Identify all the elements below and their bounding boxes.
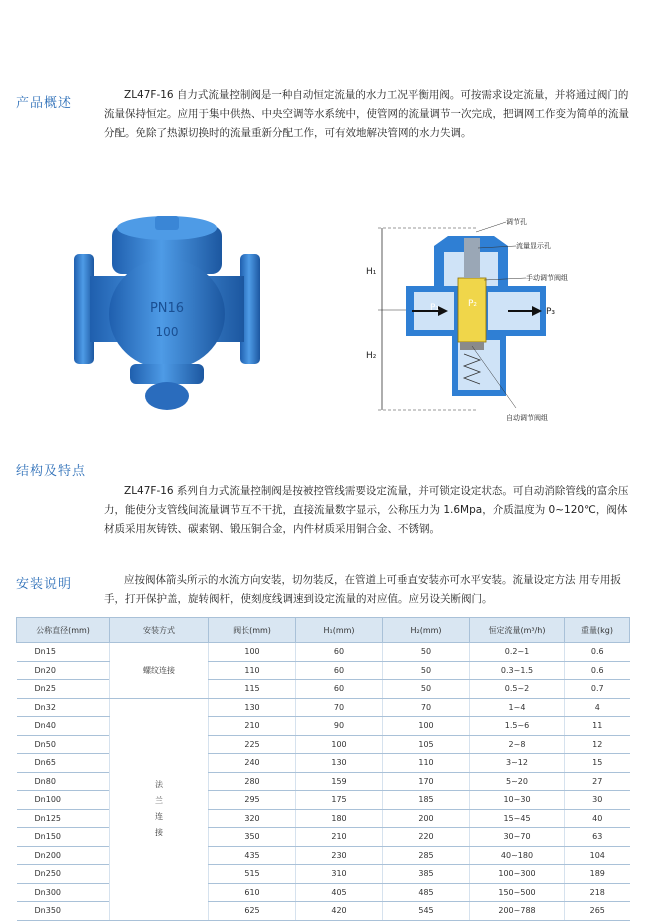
col-conn: 安装方式 xyxy=(110,618,209,643)
cell-dn: Dn65 xyxy=(17,754,110,773)
table-row xyxy=(17,772,630,791)
cell-dn: Dn40 xyxy=(17,717,110,736)
cell-flow: 0.2~1 xyxy=(470,643,565,662)
cell-flow: 1~4 xyxy=(470,698,565,717)
cell-h2: 105 xyxy=(383,735,470,754)
cell-weight: 265 xyxy=(565,902,630,921)
cell-h2: 100 xyxy=(383,717,470,736)
cell-length: 130 xyxy=(209,698,296,717)
cell-flow: 0.5~2 xyxy=(470,680,565,699)
cell-flow: 30~70 xyxy=(470,828,565,847)
cell-h1: 100 xyxy=(296,735,383,754)
casting-pn: PN16 xyxy=(149,301,185,316)
table-header-row xyxy=(17,618,630,643)
cell-weight: 0.7 xyxy=(565,680,630,699)
table-row xyxy=(17,643,630,662)
table-row xyxy=(17,865,630,884)
manual-group-label: 手动调节阀组 xyxy=(526,274,568,282)
cell-h1: 420 xyxy=(296,902,383,921)
col-length: 阀长(mm) xyxy=(209,618,296,643)
p1-label: P₁ xyxy=(430,303,440,313)
cell-h1: 90 xyxy=(296,717,383,736)
cell-weight: 218 xyxy=(565,883,630,902)
cell-h2: 385 xyxy=(383,865,470,884)
cell-dn: Dn250 xyxy=(17,865,110,884)
cell-dn: Dn15 xyxy=(17,643,110,662)
cell-h2: 220 xyxy=(383,828,470,847)
cell-dn: Dn20 xyxy=(17,661,110,680)
p2-label: P₂ xyxy=(468,299,478,309)
cell-length: 515 xyxy=(209,865,296,884)
cell-h2: 185 xyxy=(383,791,470,810)
cell-weight: 0.6 xyxy=(565,661,630,680)
cell-h1: 60 xyxy=(296,680,383,699)
table-row xyxy=(17,680,630,699)
cell-h2: 50 xyxy=(383,643,470,662)
col-h2: H₂(mm) xyxy=(383,618,470,643)
valve-product-image xyxy=(72,214,262,414)
cell-dn: Dn50 xyxy=(17,735,110,754)
table-row xyxy=(17,698,630,717)
install-text: 应按阀体箭头所示的水流方向安装，切勿装反，在管道上可垂直安装亦可水平安装。流量设定方法 用专用扳手，打开保护盖，旋转阀杆，使刻度线调速到设定流量的对应值。应另设关断阀门。 xyxy=(104,574,621,605)
table-row xyxy=(17,735,630,754)
cell-flow: 2~8 xyxy=(470,735,565,754)
structure-title: 结构及特点 xyxy=(16,464,87,479)
cell-weight: 40 xyxy=(565,809,630,828)
table-row xyxy=(17,809,630,828)
cell-length: 225 xyxy=(209,735,296,754)
cell-flow: 5~20 xyxy=(470,772,565,791)
col-weight: 重量(kg) xyxy=(565,618,630,643)
cell-flow: 40~180 xyxy=(470,846,565,865)
table-row xyxy=(17,717,630,736)
h1-label: H₁ xyxy=(366,267,377,277)
cell-h2: 485 xyxy=(383,883,470,902)
cell-dn: Dn100 xyxy=(17,791,110,810)
cell-weight: 12 xyxy=(565,735,630,754)
cell-h1: 130 xyxy=(296,754,383,773)
cell-weight: 63 xyxy=(565,828,630,847)
cell-h2: 50 xyxy=(383,661,470,680)
cell-flow: 15~45 xyxy=(470,809,565,828)
cell-h1: 175 xyxy=(296,791,383,810)
cell-weight: 27 xyxy=(565,772,630,791)
table-row xyxy=(17,902,630,921)
cell-weight: 11 xyxy=(565,717,630,736)
cell-h2: 110 xyxy=(383,754,470,773)
cell-h1: 159 xyxy=(296,772,383,791)
cell-h1: 310 xyxy=(296,865,383,884)
col-h1: H₁(mm) xyxy=(296,618,383,643)
cell-flow: 150~500 xyxy=(470,883,565,902)
auto-group-label: 自动调节阀组 xyxy=(506,414,548,422)
cell-h2: 50 xyxy=(383,680,470,699)
table-row xyxy=(17,828,630,847)
cell-length: 320 xyxy=(209,809,296,828)
flow-display-hole-label: 流量显示孔 xyxy=(516,242,551,250)
cell-h1: 230 xyxy=(296,846,383,865)
cell-h1: 60 xyxy=(296,643,383,662)
cell-h1: 180 xyxy=(296,809,383,828)
spec-table xyxy=(16,617,630,921)
cell-flow: 200~788 xyxy=(470,902,565,921)
cell-conn-flanged xyxy=(110,698,209,920)
cell-h2: 285 xyxy=(383,846,470,865)
table-row xyxy=(17,791,630,810)
col-flow: 恒定流量(m³/h) xyxy=(470,618,565,643)
col-dn: 公称直径(mm) xyxy=(17,618,110,643)
cell-weight: 189 xyxy=(565,865,630,884)
cell-dn: Dn150 xyxy=(17,828,110,847)
cell-length: 280 xyxy=(209,772,296,791)
cell-flow: 3~12 xyxy=(470,754,565,773)
cell-length: 350 xyxy=(209,828,296,847)
table-row xyxy=(17,846,630,865)
cell-h2: 170 xyxy=(383,772,470,791)
cell-length: 115 xyxy=(209,680,296,699)
cell-weight: 15 xyxy=(565,754,630,773)
cell-conn-threaded: 螺纹连接 xyxy=(110,643,209,699)
casting-size: 100 xyxy=(155,325,179,339)
cell-length: 240 xyxy=(209,754,296,773)
cell-dn: Dn200 xyxy=(17,846,110,865)
structure-text: ZL47F-16 系列自力式流量控制阀是按被控管线需要设定流量，并可锁定设定状态。可自动消除管线的富余压力，能使分支管线间流量调节互不干扰，直接流量数字显示，公称压力为 1.6Mpa，介质温度为 0~120℃，阀体材质采用灰铸铁、碳素钢、锻压铜合金，内件材质采用铜合金、不锈钢。 xyxy=(104,485,629,535)
cell-flow: 1.5~6 xyxy=(470,717,565,736)
cell-h1: 405 xyxy=(296,883,383,902)
valve-cross-section-diagram xyxy=(356,218,588,424)
cell-dn: Dn32 xyxy=(17,698,110,717)
overview-text: ZL47F-16 自力式流量控制阀是一种自动恒定流量的水力工况平衡用阀。可按需求设定流量，并将通过阀门的流量保持恒定。应用于集中供热、中央空调等水系统中，使管网的流量调节一次完成，把调网工作变为简单的流量分配。免除了热源切换时的流量重新分配工作，可有效地解决管网的水力失调。 xyxy=(104,89,629,139)
cell-flow: 100~300 xyxy=(470,865,565,884)
cell-length: 625 xyxy=(209,902,296,921)
conn-flanged-text: 法兰连接 xyxy=(155,780,163,837)
cell-weight: 0.6 xyxy=(565,643,630,662)
cell-h1: 70 xyxy=(296,698,383,717)
cell-length: 210 xyxy=(209,717,296,736)
table-row xyxy=(17,883,630,902)
cell-dn: Dn125 xyxy=(17,809,110,828)
cell-flow: 10~30 xyxy=(470,791,565,810)
overview-title: 产品概述 xyxy=(16,96,73,111)
cell-length: 435 xyxy=(209,846,296,865)
cell-h1: 210 xyxy=(296,828,383,847)
table-row xyxy=(17,661,630,680)
cell-h2: 545 xyxy=(383,902,470,921)
cell-h2: 70 xyxy=(383,698,470,717)
cell-dn: Dn80 xyxy=(17,772,110,791)
adjust-hole-label: 调节孔 xyxy=(506,218,527,226)
cell-h1: 60 xyxy=(296,661,383,680)
cell-length: 100 xyxy=(209,643,296,662)
cell-weight: 30 xyxy=(565,791,630,810)
cell-weight: 4 xyxy=(565,698,630,717)
cell-flow: 0.3~1.5 xyxy=(470,661,565,680)
cell-weight: 104 xyxy=(565,846,630,865)
install-title: 安装说明 xyxy=(16,577,73,592)
cell-dn: Dn300 xyxy=(17,883,110,902)
cell-dn: Dn25 xyxy=(17,680,110,699)
cell-length: 295 xyxy=(209,791,296,810)
p3-label: P₃ xyxy=(546,307,556,317)
table-row xyxy=(17,754,630,773)
cell-dn: Dn350 xyxy=(17,902,110,921)
cell-length: 610 xyxy=(209,883,296,902)
h2-label: H₂ xyxy=(366,351,377,361)
cell-length: 110 xyxy=(209,661,296,680)
cell-h2: 200 xyxy=(383,809,470,828)
